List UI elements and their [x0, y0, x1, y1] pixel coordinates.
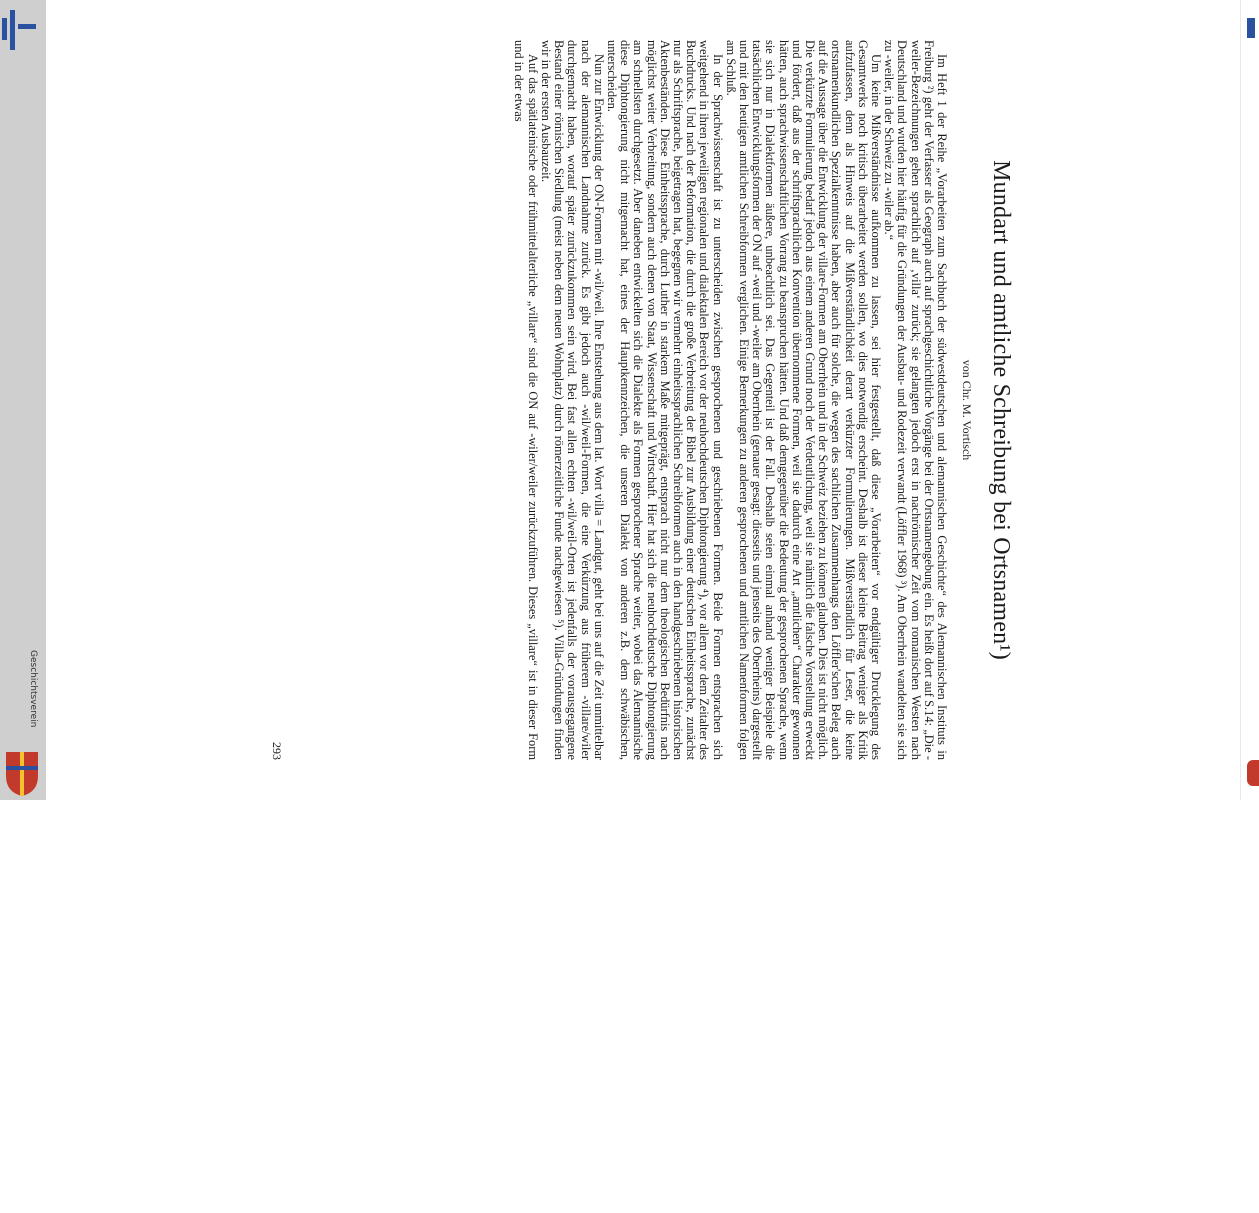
- viewer-right-edge: [1240, 0, 1259, 800]
- rotated-page-content: [266, 0, 1026, 800]
- article-title: Mundart und amtliche Schreibung bei Ortsnamen¹): [988, 160, 1014, 660]
- scanned-page: [46, 0, 1241, 800]
- page-marker-icon: [1247, 18, 1255, 38]
- paragraph: In der Sprachwissenschaft ist zu unterscheiden zwischen gesprochenen und geschriebenen Formen. Beide Formen entsprachen sich weitgehend in ihren jeweiligen regionalen und dialektalen Bereich vor der neuhochdeutschen Diphtongierung ⁴), vor allem vor dem Zeitalter des Buchdrucks. Und nach der Reformation, die durch die große Verbreitung der Bibel zur Ausbildung einer deutschen Einheitssprache, zunächst nur als Schriftsprache, beigetragen hat, begegnen wir vermehrt einheitssprachlichen Schreibformen auch in den handgeschriebenen historischen Aktenbeständen. Diese Einheitssprache, durch Luther in starkem Maße mitgeprägt, entsprach nicht nur dem theologischen Bedürfnis nach möglichst weiter Verbreitung, sondern auch denen von Staat, Wissenschaft und Wirtschaft. Hier hat sich die neuhochdeutsche Diphtongierung am schnellsten durchgesetzt. Aber daneben entwickelten sich die Dialekte als Formen gesprochener Sprache weiter, wobei das Alemannische diese Diphtongierung nicht mitgemacht hat, eines der Hauptkennzeichen, die unseren Dialekt von anderen z.B. dem schwäbischen, unterscheiden.: [604, 40, 725, 760]
- scroll-handle-icon[interactable]: [1247, 760, 1259, 786]
- article-body: [512, 40, 948, 760]
- page-number: 293: [270, 742, 284, 760]
- paragraph: Um keine Mißverständnisse aufkommen zu lassen, sei hier festgestellt, daß diese „Vorarbeiten“ vor endgültiger Drucklegung des Gesamtwerks noch kritisch überarbeitet werden sollen, wo dies notwendig erscheint. Deshalb ist dieser kleine Beitrag weniger als Kritik aufzufassen, denn als Hinweis auf die Mißverständlichkeit derart verkürzter Formulierungen. Mißverständlich für Leser, die keine ortsnamenkundlichen Spezialkenntnisse haben, aber auch für solche, die wegen des sachlichen Zusammenhangs den Löffler'schen Beleg auch auf die Aussage über die Entwicklung der villare-Formen am Oberrhein und in der Schweiz beziehen zu können glauben. Dies ist nicht möglich. Die verkürzte Formulierung bedarf jedoch aus einem anderen Grund noch der Verdeutlichung, weil sie nämlich die falsche Vorstellung erweckt und fördert, daß aus der schriftsprachlichen Konvention übernommene Formen, weil sie dadurch eine Art „amtlichen“ Charakter gewonnen hätten, auch sprachwissenschaftlichen Vorrang zu beanspruchen hätten. Und daß demgegenüber die Bedeutung der gesprochenen Sprache, wenn sie sich nur in Dialektformen äußere, unbeachtlich sei. Das Gegenteil ist der Fall. Deshalb seien einmal anhand weniger Beispiele die tatsächlichen Entwicklungsformen der ON auf -weil und -weiler am Oberrhein (genauer gesagt: diesseits und jenseits des Oberrheins) dargestellt und mit den heutigen amtlichen Schreibformen verglichen. Einige Bemerkungen zu anderen gesprochenen und amtlichen Namenformen folgen am Schluß.: [723, 40, 883, 760]
- paragraph: Auf das spätlateinische oder frühmittelalterliche „villare“ sind die ON auf -wiler/weiler zurückzuführen. Dieses „villare“ ist in dieser Form und in der etwas: [512, 40, 540, 760]
- viewer-sidebar: [0, 0, 46, 800]
- university-logo-icon: [2, 10, 38, 50]
- article-author: von Chr. M. Vortisch: [960, 359, 974, 461]
- paragraph: Nun zur Entwicklung der ON-Formen mit -wil/weil. Ihre Entstehung aus dem lat. Wort villa = Landgut, geht bei uns auf die Zeit unmittelbar nach der alemannischen Landnahme zurück. Es gibt jedoch auch -wil/weil-Formen, die eine Verkürzung aus früherem -villare/wiler durchgemacht haben, worauf später zurückzukommen sein wird. Bei fast allen echten -wil/weil-Orten ist jedenfalls der vorausgegangene Bestand einer römischen Siedlung (meist neben dem neuen Wohnplatz) durch römerzeitliche Funde nachgewiesen ⁵). Villa-Gründungen finden wir in der ersten Ausbauzeit.: [538, 40, 606, 760]
- paragraph: Im Heft 1 der Reihe „Vorarbeiten zum Sachbuch der südwestdeutschen und alemannischen Geschichte“ des Alemannischen Instituts in Freiburg ²) geht der Verfasser als Geograph auch auf sprachgeschichtliche Vorgänge bei der Ortsnamengebung ein. Es heißt dort auf S.14: „Die -weiler-Bezeichnungen gehen sprachlich auf ‚villa‘ zurück; sie gelangten jedoch erst in nachrömischer Zeit vom romanischen Westen nach Deutschland und wurden hier häufig für die Gründungen der Ausbau- und Rodezeit verwandt (Löffler 1968) ³). Am Oberrhein wandelten sie sich zu -weiler, in der Schweiz zu -wiler ab.“: [882, 40, 949, 760]
- association-label: Geschichtsverein: [28, 650, 38, 728]
